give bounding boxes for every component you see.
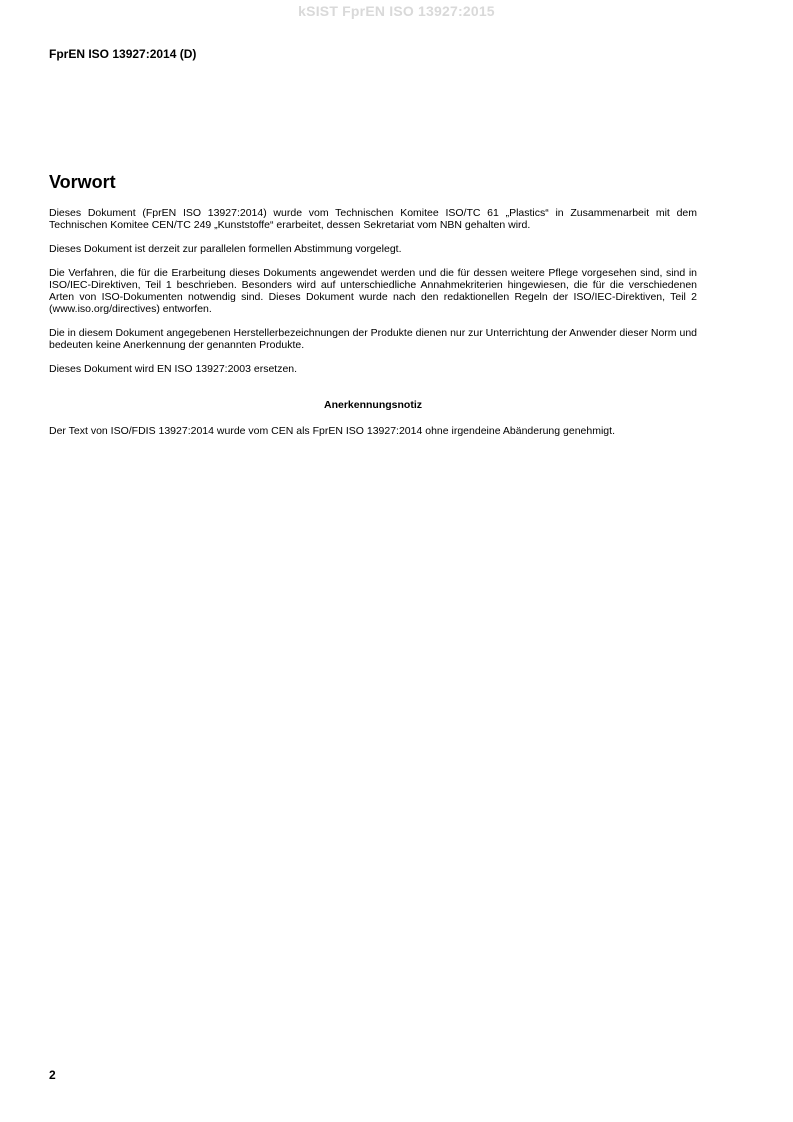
endorsement-heading: Anerkennungsnotiz — [323, 399, 422, 411]
paragraph: Dieses Dokument (FprEN ISO 13927:2014) wurde vom Technischen Komitee ISO/TC 61 „Plastics“ in Zusammenarbeit mit dem Technischen Komitee CEN/TC 249 „Kunststoffe“ erarbeitet, dessen Sekretariat vom NBN gehalten wird. — [49, 207, 697, 231]
watermark: kSIST FprEN ISO 13927:2015 — [298, 3, 495, 19]
document-identifier: FprEN ISO 13927:2014 (D) — [49, 47, 197, 61]
section-title-vorwort: Vorwort — [49, 172, 116, 192]
paragraph: Dieses Dokument wird EN ISO 13927:2003 ersetzen. — [49, 363, 298, 375]
paragraph: Die Verfahren, die für die Erarbeitung dieses Dokuments angewendet werden und die für dessen weitere Pflege vorgesehen sind, sind in ISO/IEC-Direktiven, Teil 1 beschrieben. Besonders wird auf unterschiedliche Annahmekriterien hingewiesen, die für die verschiedenen Arten von ISO-Dokumenten notwendig sind. Dieses Dokument wurde nach den redaktionellen Regeln der ISO/IEC-Direktiven, Teil 2 (www.iso.org/directives) entworfen. — [49, 267, 697, 315]
paragraph: Dieses Dokument ist derzeit zur parallelen formellen Abstimmung vorgelegt. — [49, 243, 402, 255]
document-body — [49, 207, 697, 449]
endorsement-text: Der Text von ISO/FDIS 13927:2014 wurde vom CEN als FprEN ISO 13927:2014 ohne irgendeine Abänderung genehmigt. — [49, 425, 615, 437]
paragraph: Die in diesem Dokument angegebenen Herstellerbezeichnungen der Produkte dienen nur zur Unterrichtung der Anwender dieser Norm und bedeuten keine Anerkennung der genannten Produkte. — [49, 327, 697, 351]
page-number: 2 — [49, 1068, 56, 1082]
